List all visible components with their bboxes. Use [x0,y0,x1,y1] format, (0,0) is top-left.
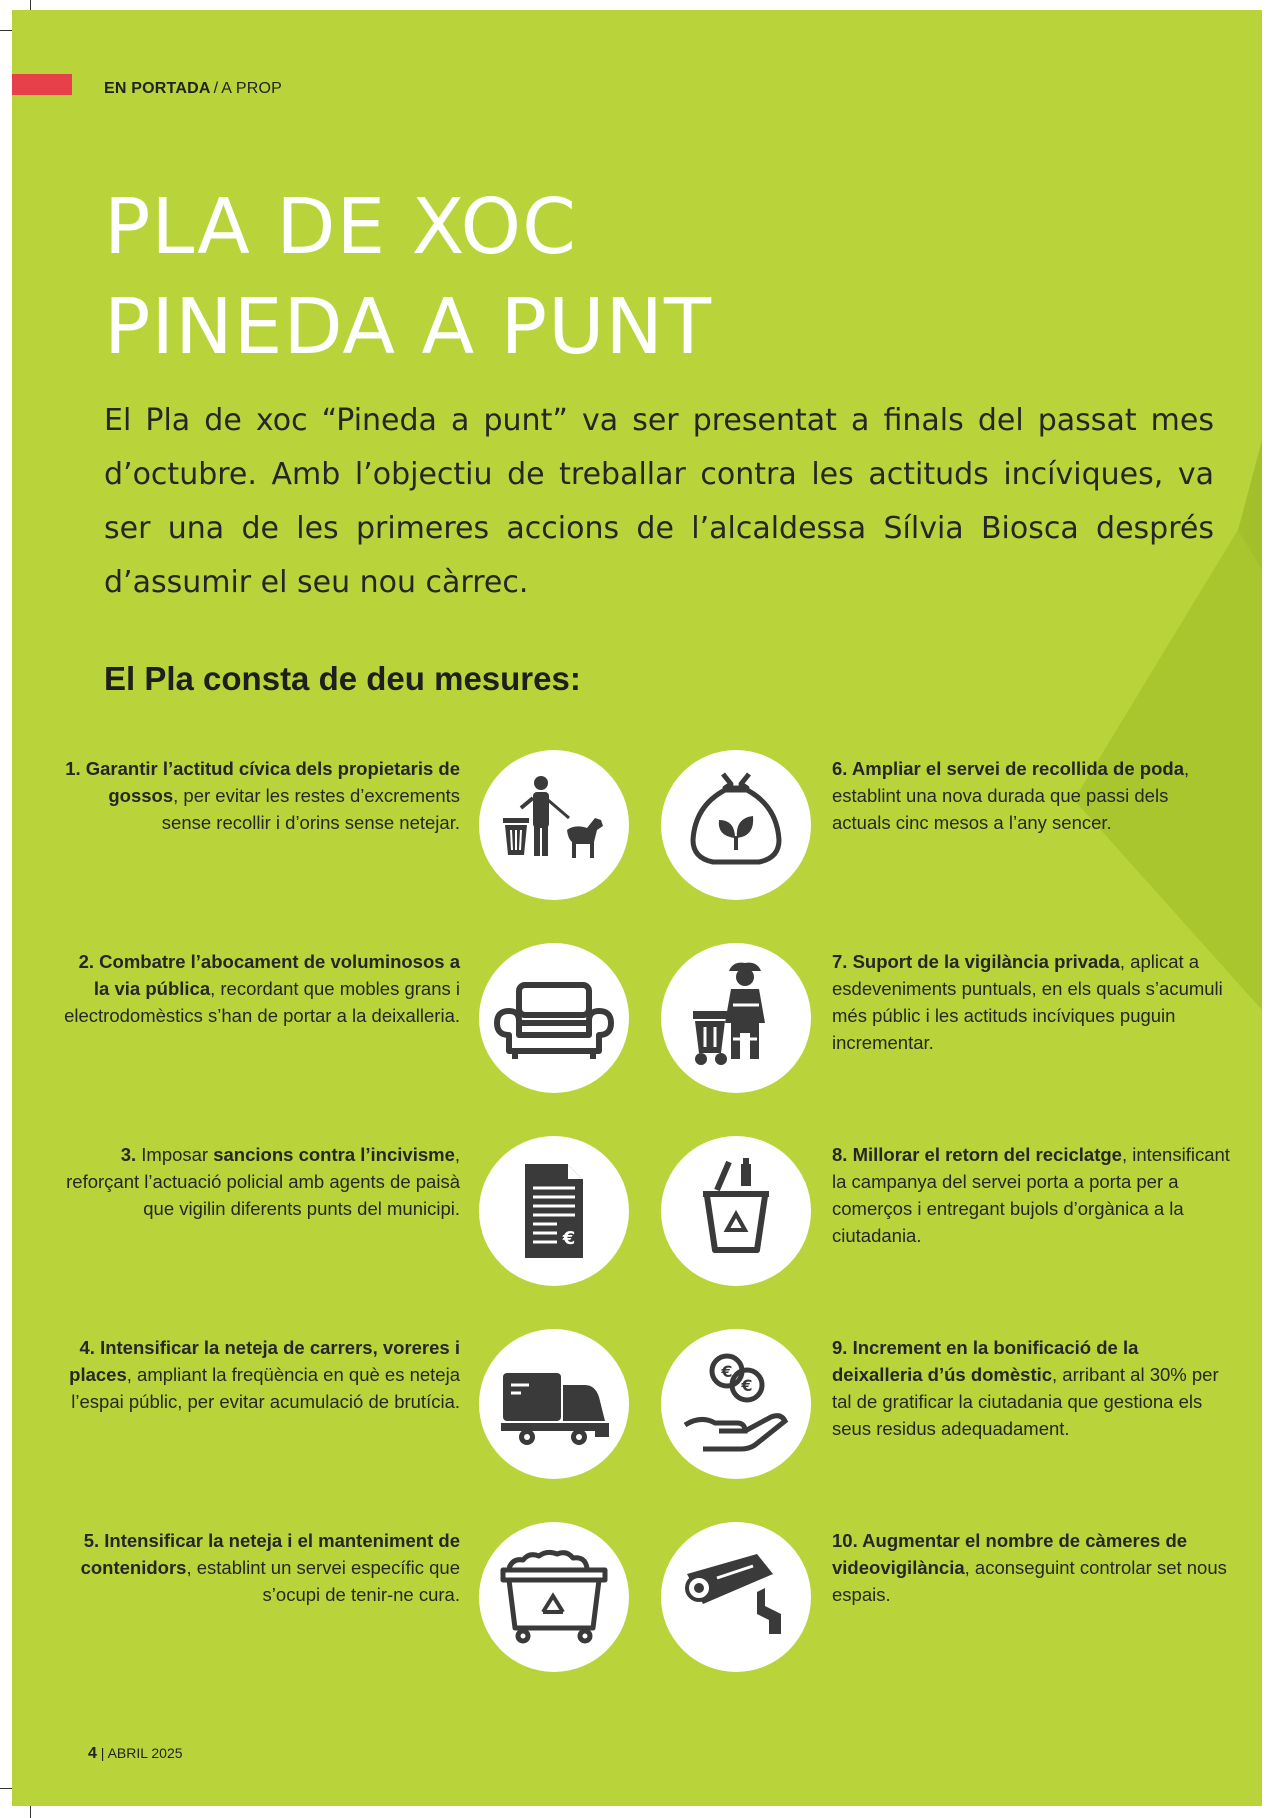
worker-with-bin-icon [661,943,811,1093]
recycling-bin-icon [661,1136,811,1286]
measure-10-rest: , aconseguint controlar set nous espais. [832,1557,1227,1605]
page-number: 4 [88,1745,97,1762]
measure-8-bold: 8. Millorar el retorn del reciclatge [832,1144,1122,1165]
street-sweeper-truck-icon [479,1329,629,1479]
measure-4-rest: , ampliant la freqüència en què es neteja l’espai públic, per evitar acumulació de brutícia. [71,1364,460,1412]
svg-text:€: € [741,1376,753,1395]
crop-mark [0,1788,12,1789]
intro-paragraph: El Pla de xoc “Pineda a punt” va ser presentat a finals del passat mes d’octubre. Amb l’objectiu de treballar contra les actituds incíviques, va ser una de les primeres accions de l’alcaldessa Sílvia Biosca després d’assumir el seu nou càrrec. [104,403,1214,600]
measure-10-icon-circle [661,1522,811,1672]
title-line-1: PLA DE XOC [104,183,577,272]
measure-6-text [832,755,1232,836]
measure-7-text [832,948,1232,1056]
measure-5-bold: 5. Intensificar la neteja i el manteniment de contenidors [80,1530,460,1578]
measure-7-bold: 7. Suport de la vigilància privada [832,951,1120,972]
invoice-euro-icon [479,1136,629,1286]
measure-3-number: 3. [120,1144,137,1165]
green-waste-bag-icon [661,750,811,900]
measure-8-rest: , intensificant la campanya del servei porta a porta per a comerços i entregant bujols d’orgànica a la ciutadania. [832,1144,1230,1246]
magazine-page [12,10,1262,1806]
measure-6-rest: , establint una nova durada que passi dels actuals cinc mesos a l’any sencer. [832,758,1190,833]
recycling-container-icon [479,1522,629,1672]
measure-4-icon-circle [479,1329,629,1479]
measure-2-bold: 2. Combatre l’abocament de voluminosos a la via pública [78,951,460,999]
measure-3-icon-circle [479,1136,629,1286]
dog-walker-bin-icon [479,750,629,900]
measure-7-icon-circle [661,943,811,1093]
measure-7-rest: , aplicat a esdeveniments puntuals, en els quals s’acumuli més públic i les actituds incíviques puguin incrementar. [832,951,1223,1053]
measure-1-text [60,755,460,836]
measure-9-icon-circle [661,1329,811,1479]
measure-5-text [60,1527,460,1608]
measure-10-bold: 10. Augmentar el nombre de càmeres de videovigilància [832,1530,1188,1578]
measure-8-text [832,1141,1232,1249]
crop-mark [0,30,12,31]
measure-4-bold: 4. Intensificar la neteja de carrers, voreres i places [69,1337,460,1385]
section-color-tab [12,74,72,95]
measure-2-rest: , recordant que mobles grans i electrodomèstics s’han de portar a la deixalleria. [64,978,460,1026]
footer-separator: | [100,1745,105,1761]
crop-mark [30,1806,31,1818]
measure-6-icon-circle [661,750,811,900]
svg-text:€: € [721,1362,733,1381]
measure-3-verb: Imposar [136,1144,214,1165]
measure-2-text [60,948,460,1029]
measure-1-icon-circle [479,750,629,900]
measure-9-text [832,1334,1232,1442]
measure-9-bold: 9. Increment en la bonificació de la deixalleria d’ús domèstic [832,1337,1139,1385]
measure-4-text [60,1334,460,1415]
measure-5-rest: , establint un servei específic que s’ocupi de tenir-ne cura. [186,1557,460,1605]
breadcrumb-separator: / [213,80,219,97]
measure-9-rest: , arribant al 30% per tal de gratificar la ciutadania que gestiona els seus residus adequadament. [832,1364,1219,1439]
page-title [104,178,712,378]
measure-8-icon-circle [661,1136,811,1286]
title-line-2: PINEDA A PUNT [104,283,713,372]
subsection-name: A PROP [221,80,283,97]
security-camera-icon [661,1522,811,1672]
svg-text:€: € [562,1228,576,1249]
coins-hand-icon [661,1329,811,1479]
measure-3-bold: sancions contra l’incivisme [213,1144,455,1165]
measure-6-bold: 6. Ampliar el servei de recollida de poda [832,758,1184,779]
crop-mark [30,0,31,10]
measure-3-rest: , reforçant l’actuació policial amb agents de paisà que vigilin diferents punts del municipi. [66,1144,460,1219]
sofa-icon [479,943,629,1093]
measure-2-icon-circle [479,943,629,1093]
section-name: EN PORTADA [104,80,211,97]
issue-date: ABRIL 2025 [107,1745,183,1761]
measure-3-text [60,1141,460,1222]
measure-1-rest: , per evitar les restes d’excrements sense recollir i d’orins sense netejar. [161,785,460,833]
measures-heading: El Pla consta de deu mesures: [104,660,581,697]
measure-1-bold: 1. Garantir l’actitud cívica dels propietaris de gossos [65,758,460,806]
measure-5-icon-circle [479,1522,629,1672]
page-footer [88,1745,183,1763]
measure-10-text [832,1527,1232,1608]
section-breadcrumb [104,80,282,98]
